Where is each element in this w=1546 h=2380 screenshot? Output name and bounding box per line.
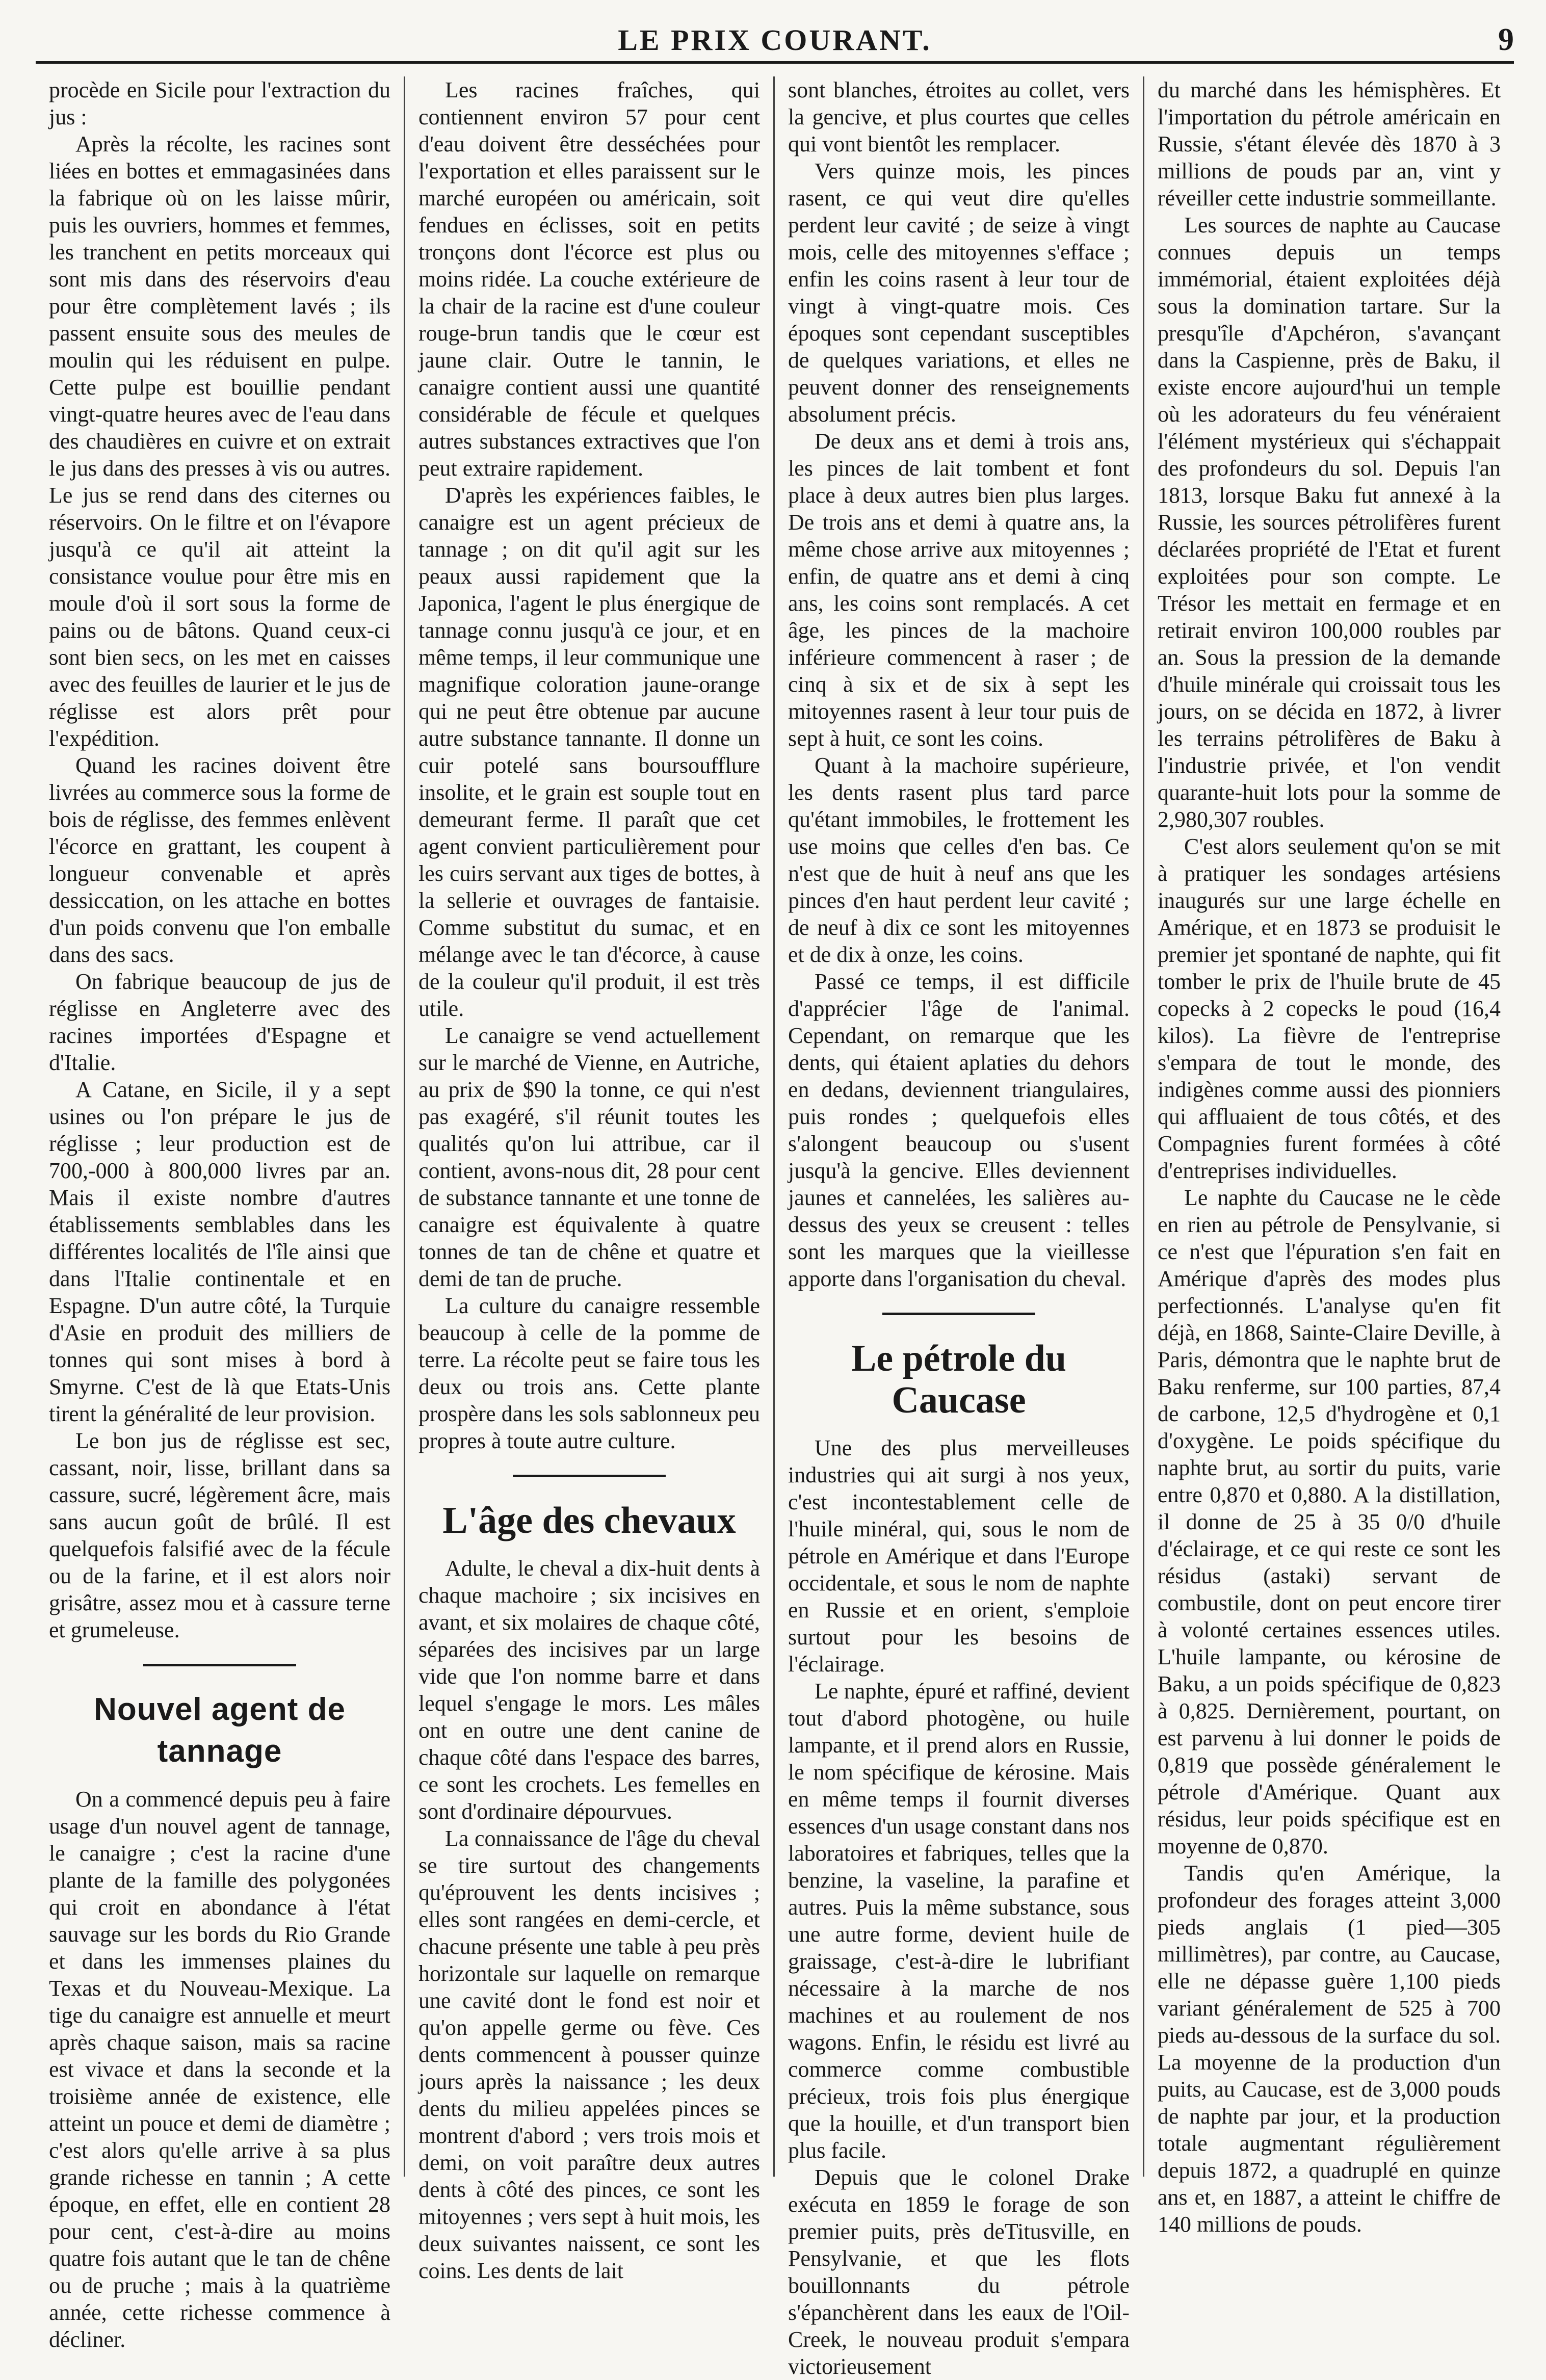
paragraph: La connaissance de l'âge du cheval se tire surtout des changements qu'éprouvent les dents incisives ; elles sont rangées en demi-cercle, et chacune présente une table à peu près horizontale sur laquelle on remarque une cavité dont le fond est noir et qu'on appelle germe ou fève. Ces dents commencent à pousser quinze jours après la naissance ; les deux dents du milieu appelées pinces se montrent d'abord ; vers trois mois et demi, on voit paraître deux autres dents à côté des pinces, ce sont les mitoyennes ; vers sept à huit mois, les deux suivantes naissent, ce sont les coins. Les dents de lait — [418, 1826, 760, 2283]
newspaper-title: LE PRIX COURANT. — [618, 23, 932, 57]
paragraph: du marché dans les hémisphères. Et l'importation du pétrole américain en Russie, s'étant élevée dès 1870 à 3 millions de pouds par an, vint y réveiller cette industrie sommeillante. — [1158, 77, 1501, 211]
paragraph: Le naphte du Caucase ne le cède en rien au pétrole de Pensylvanie, si ce n'est que l'épuration s'en fait en Amérique d'après des modes plus perfectionnés. L'analyse qu'en fit déjà, en 1868, Sainte-Claire Deville, à Paris, démontra que le naphte brut de Baku renferme, sur 100 parties, 87,4 de carbone, 12,5 d'hydrogène et 0,1 d'oxygène. Le poids spécifique du naphte brut, au sortir du puits, varie entre 0,870 et 0,880. A la distillation, il donne de 25 à 35 0/0 d'huile d'éclairage, et ce qui reste ce sont les résidus (astaki) servant de combustile, dont on peut encore tirer à volonté certaines essences utiles. L'huile lampante, ou kérosine de Baku, a un poids spécifique de 0,823 à 0,825. Dernièrement, pourtant, on est parvenu à lui donner le poids de 0,819 que possède généralement le pétrole d'Amérique. Quant aux résidus, leur poids spécifique est en moyenne de 0,870. — [1158, 1185, 1501, 1859]
section-divider — [143, 1664, 296, 1666]
paragraph: C'est alors seulement qu'on se mit à pratiquer les sondages artésiens inaugurés sur une large échelle en Amérique, et en 1873 se produisit le premier jet spontané de naphte, qui fit tomber le prix de l'huile brute de 45 copecks à 2 copecks le poud (16,4 kilos). La fièvre de l'entreprise s'empara de tout le monde, des indigènes comme aussi des pionniers qui affluaient de tous côtés, et des Compagnies furent formées à côté d'entreprises individuelles. — [1158, 834, 1501, 1183]
paragraph: Passé ce temps, il est difficile d'apprécier l'âge de l'animal. Cependant, on remarque que les dents, qui étaient aplaties du dehors en dedans, deviennent triangulaires, puis rondes ; quelquefois elles s'alongent beaucoup ou s'usent jusqu'à la gencive. Elles deviennent jaunes et cannelées, les salières au-dessus des yeux se creusent : telles sont les marques que la vieillesse apporte dans l'organisation du cheval. — [788, 969, 1130, 1291]
paragraph: Quand les racines doivent être livrées au commerce sous la forme de bois de réglisse, des femmes enlèvent l'écorce en grattant, les coupent à longueur convenable et après dessiccation, on les attache en bottes d'un poids convenu que l'on emballe dans des sacs. — [49, 753, 390, 967]
paragraph: On fabrique beaucoup de jus de réglisse en Angleterre avec des racines importées d'Espagne et d'Italie. — [49, 969, 390, 1075]
article-heading-petrole: Le pétrole du Caucase — [851, 1338, 1067, 1421]
article-heading-chevaux: L'âge des chevaux — [442, 1500, 736, 1541]
section-divider — [513, 1475, 666, 1477]
paragraph: De deux ans et demi à trois ans, les pinces de lait tombent et font place à deux autres bien plus larges. De trois ans et demi à quatre ans, la même chose arrive aux mitoyennes ; enfin, de quatre ans et demi à cinq ans, les coins sont remplacés. A cet âge, les pinces de la machoire inférieure commencent à raser ; de cinq à six et de six à sept les mitoyennes rasent à leur tour puis de sept à huit, ce sont les coins. — [788, 429, 1130, 751]
paragraph: Le canaigre se vend actuellement sur le marché de Vienne, en Autriche, au prix de $90 la tonne, ce qui n'est pas exagéré, s'il réunit toutes les qualités qu'on lui attribue, car il contient, avons-nous dit, 28 pour cent de substance tannante et une tonne de canaigre est équivalente à quatre tonnes de tan de chêne et quatre et demi de tan de pruche. — [418, 1023, 760, 1291]
paragraph: Vers quinze mois, les pinces rasent, ce qui veut dire qu'elles perdent leur cavité ; de seize à vingt mois, celle des mitoyennes s'efface ; enfin les coins rasent à leur tour de vingt à vingt-quatre mois. Ces époques sont cependant susceptibles de quelques variations, et elles ne peuvent donner des renseignements absolument précis. — [788, 159, 1130, 427]
paragraph: Adulte, le cheval a dix-huit dents à chaque machoire ; six incisives en avant, et six molaires de chaque côté, séparées des incisives par un large vide que l'on nomme barre et dans lequel s'engage le mors. Les mâles ont en outre une dent canine de chaque côté dans l'espace des barres, ce sont les crochets. Les femelles en sont d'ordinaire dépourvues. — [418, 1556, 760, 1824]
paragraph: La culture du canaigre ressemble beaucoup à celle de la pomme de terre. La récolte peut se faire tous les deux ou trois ans. Cette plante prospère dans les sols sablonneux peu propres à toute autre culture. — [418, 1293, 760, 1453]
paragraph: Une des plus merveilleuses industries qui ait surgi à nos yeux, c'est incontestablement celle de l'huile minéral, qui, sous le nom de pétrole en Amérique et dans l'Europe occidentale, et sous le nom de naphte en Russie et en orient, s'emploie surtout pour les besoins de l'éclairage. — [788, 1435, 1130, 1677]
paragraph: Après la récolte, les racines sont liées en bottes et emmagasinées dans la fabrique où on les laisse mûrir, puis les ouvriers, hommes et femmes, les tranchent en petits morceaux qui sont mis dans des réservoirs d'eau pour être complètement lavés ; ils passent ensuite sous des meules de moulin qui les réduisent en pulpe. Cette pulpe est bouillie pendant vingt-quatre heures avec de l'eau dans des chaudières en cuivre et on extrait le jus dans des presses à vis ou autres. Le jus se rend dans des citernes ou réservoirs. On le filtre et on l'évapore jusqu'à ce qu'il ait atteint la consistance voulue pour être mis en moule d'où il sort sous la forme de pains ou de bâtons. Quand ceux-ci sont bien secs, on les met en caisses avec des feuilles de laurier et le jus de réglisse est alors prêt pour l'expédition. — [49, 132, 390, 751]
paragraph: Les sources de naphte au Caucase connues depuis un temps immémorial, étaient exploitées déjà sous la domination tartare. Sur la presqu'île d'Apchéron, s'avançant dans la Caspienne, près de Baku, il existe encore aujourd'hui un temple où les adorateurs du feu vénéraient l'élément mystérieux qui s'échappait des profondeurs du sol. Depuis l'an 1813, lorsque Baku fut annexé à la Russie, les sources pétrolifères furent déclarées propriété de l'Etat et furent exploitées pour son compte. Le Trésor les mettait en fermage et en retirait environ 100,000 roubles par an. Sous la pression de la demande d'huile minérale qui croissait tous les jours, on se décida en 1872, à livrer les terrains pétrolifères de Baku à l'industrie privée, et l'on vendit quarante-huit lots pour la somme de 2,980,307 roubles. — [1158, 213, 1501, 832]
article-columns — [36, 76, 1514, 2379]
column-1 — [36, 76, 405, 2352]
column-4 — [1144, 76, 1514, 2237]
paragraph: A Catane, en Sicile, il y a sept usines ou l'on prépare le jus de réglisse ; leur production est de 700,-000 à 800,000 livres par an. Mais il existe nombre d'autres établissements semblables dans les différentes localités de l'île ainsi que dans l'Italie continentale et en Espagne. D'un autre côté, la Turquie d'Asie en produit des milliers de tonnes qui sont mises à bord à Smyrne. C'est de là que Etats-Unis tirent la généralité de leur provision. — [49, 1077, 390, 1426]
section-divider — [882, 1313, 1035, 1315]
page-number: 9 — [1498, 22, 1514, 57]
paragraph: procède en Sicile pour l'extraction du jus : — [49, 77, 390, 129]
paragraph: Le naphte, épuré et raffiné, devient tout d'abord photogène, ou huile lampante, et il prend alors en Russie, le nom spécifique de kérosine. Mais en même temps il fournit diverses essences d'un usage constant dans nos laboratoires et fabriques, telles que la benzine, la vaseline, la parafine et autres. Puis la même substance, sous une autre forme, devient huile de graissage, c'est-à-dire le lubrifiant nécessaire à la marche de nos machines et au roulement de nos wagons. Enfin, le résidu est livré au commerce comme combustible précieux, trois fois plus énergique que la houille, et d'un transport bien plus facile. — [788, 1679, 1130, 2163]
column-2 — [405, 76, 775, 2283]
column-3 — [775, 76, 1144, 2379]
paragraph: Quant à la machoire supérieure, les dents rasent plus tard parce qu'étant immobiles, le frottement les use moins que celles d'en bas. Ce n'est que de huit à neuf ans que les pinces d'en haut perdent leur cavité ; de neuf à dix ce sont les mitoyennes et de dix à onze, les coins. — [788, 753, 1130, 967]
paragraph: Tandis qu'en Amérique, la profondeur des forages atteint 3,000 pieds anglais (1 pied—305 millimètres), par contre, au Caucase, elle ne dépasse guère 1,100 pieds variant généralement de 525 à 700 pieds au-dessous de la surface du sol. La moyenne de la production d'un puits, au Caucase, est de 3,000 pouds de naphte par jour, et la production totale augmentant régulièrement depuis 1872, a quadruplé en quinze ans et, en 1887, a atteint le chiffre de 140 millions de pouds. — [1158, 1861, 1501, 2237]
page-header — [36, 15, 1514, 64]
paragraph: sont blanches, étroites au collet, vers la gencive, et plus courtes que celles qui vont bientôt les remplacer. — [788, 77, 1130, 156]
paragraph: D'après les expériences faibles, le canaigre est un agent précieux de tannage ; on dit qu'il agit sur les peaux aussi rapidement que la Japonica, l'agent le plus énergique de tannage connu jusqu'à ce jour, et en même temps, il leur communique une magnifique coloration jaune-orange qui ne peut être obtenue par aucune autre substance tannante. Il donne un cuir potelé sans boursoufflure insolite, et le grain est souple tout en demeurant ferme. Il paraît que cet agent convient particulièrement pour les cuirs servant aux tiges de bottes, à la sellerie et ouvrages de fantaisie. Comme substitut du sumac, et en mélange avec le tan d'écorce, à cause de la couleur qu'il produit, il est très utile. — [418, 483, 760, 1021]
paragraph: Les racines fraîches, qui contiennent environ 57 pour cent d'eau doivent être desséchées pour l'exportation et elles paraissent sur le marché européen ou américain, soit fendues en éclisses, soit en petits tronçons dont l'écorce est plus ou moins ridée. La couche extérieure de la chair de la racine est d'une couleur rouge-brun tandis que le cœur est jaune clair. Outre le tannin, le canaigre contient aussi une quantité considérable de fécule et quelques autres substances extractives que l'on peut extraire rapidement. — [418, 77, 760, 481]
article-heading-tannage: Nouvel agent de tannage — [94, 1692, 346, 1769]
paragraph: Le bon jus de réglisse est sec, cassant, noir, lisse, brillant dans sa cassure, sucré, légèrement âcre, mais sans aucun goût de brûlé. Il est quelquefois falsifié avec de la fécule ou de la farine, et il est alors noir grisâtre, assez mou et à cassure terne et grumeleuse. — [49, 1428, 390, 1642]
paragraph: Depuis que le colonel Drake exécuta en 1859 le forage de son premier puits, près deTitusville, en Pensylvanie, et que les flots bouillonnants du pétrole s'épanchèrent dans les eaux de l'Oil-Creek, le nouveau produit s'empara victorieusement — [788, 2165, 1130, 2379]
paragraph: On a commencé depuis peu à faire usage d'un nouvel agent de tannage, le canaigre ; c'est la racine d'une plante de la famille des polygonées qui croit en abondance à l'état sauvage sur les bords du Rio Grande et dans les immenses plaines du Texas et du Nouveau-Mexique. La tige du canaigre est annuelle et meurt après chaque saison, mais sa racine est vivace et dans la seconde et la troisième année de existence, elle atteint un pouce et demi de diamètre ; c'est alors qu'elle arrive à sa plus grande richesse en tannin ; A cette époque, en effet, elle en contient 28 pour cent, c'est-à-dire au moins quatre fois autant que le tan de chêne ou de pruche ; mais à la quatrième année, cette richesse commence à décliner. — [49, 1787, 390, 2352]
